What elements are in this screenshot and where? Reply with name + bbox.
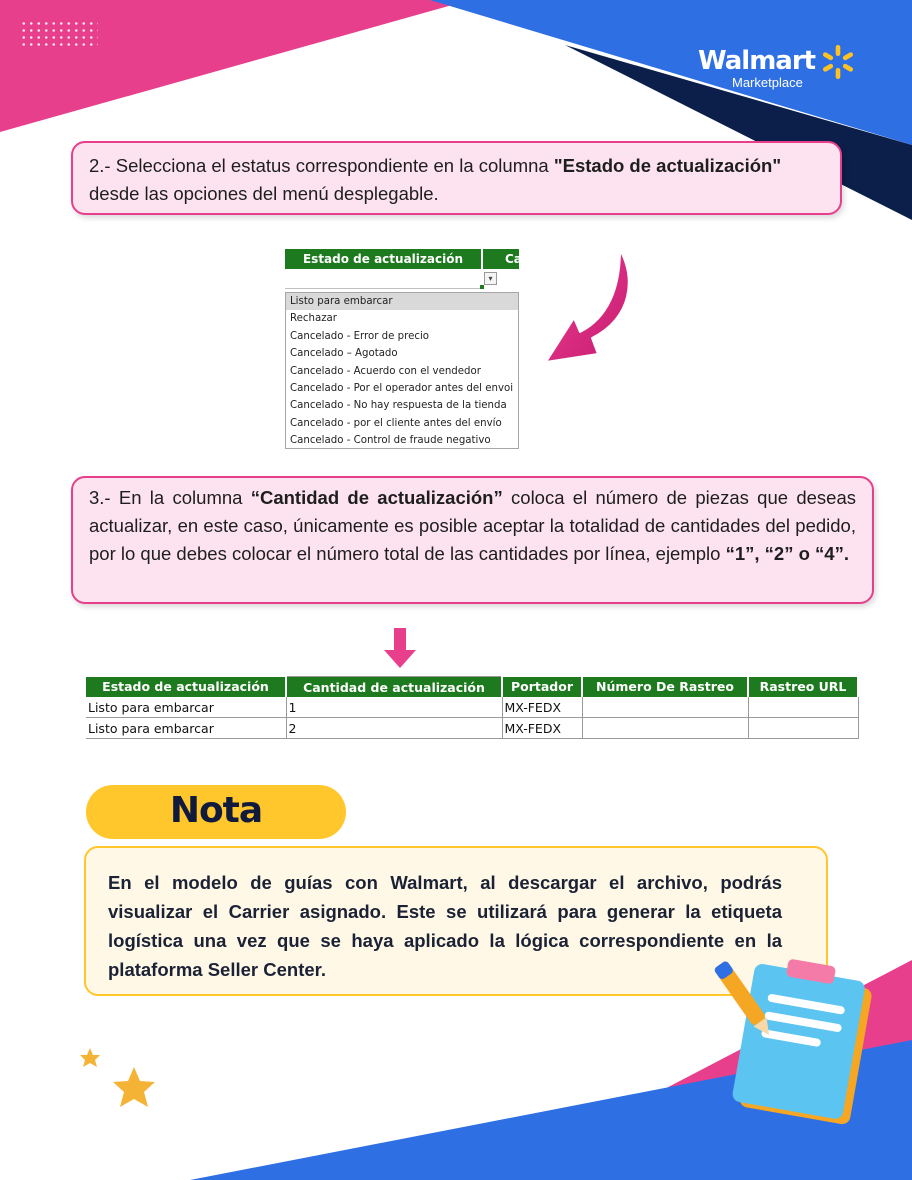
table-cell[interactable]: MX-FEDX xyxy=(502,697,582,718)
table-cell[interactable]: Listo para embarcar xyxy=(86,718,286,739)
dropdown-option[interactable]: Cancelado - No hay respuesta de la tienda xyxy=(290,400,507,412)
chevron-down-icon[interactable]: ▾ xyxy=(484,272,497,285)
column-header: Cantidad de actualización xyxy=(286,677,502,698)
dropdown-option[interactable]: Listo para embarcar xyxy=(286,293,518,310)
table-header-row xyxy=(86,677,858,698)
step3-text: 3.- En la columna xyxy=(89,487,251,508)
table-cell[interactable] xyxy=(748,718,858,739)
table-row xyxy=(86,718,858,739)
column-header: Portador xyxy=(502,677,582,698)
curved-arrow-icon xyxy=(540,248,640,368)
dropdown-column-header-next: Ca xyxy=(483,249,519,269)
dropdown-option[interactable]: Cancelado - Error de precio xyxy=(290,330,430,342)
dropdown-options-list xyxy=(285,292,519,449)
update-table xyxy=(86,676,859,739)
dropdown-option[interactable]: Cancelado - Acuerdo con el vendedor xyxy=(290,365,481,377)
step3-callout xyxy=(71,476,874,604)
dropdown-column-header: Estado de actualización xyxy=(285,249,481,269)
dropdown-option[interactable]: Cancelado - Control de fraude negativo xyxy=(290,435,491,447)
status-dropdown-screenshot xyxy=(285,249,522,449)
star-icon xyxy=(78,1045,168,1125)
nota-text: En el modelo de guías con Walmart, al descargar el archivo, podrás visualizar el Carrier asignado. Este se utilizará para generar la etiqueta logística una vez que se haya aplicado la lógica correspondiente en la plataforma Seller Center. xyxy=(108,872,782,980)
table-cell[interactable] xyxy=(582,697,748,718)
cell-fill-handle xyxy=(480,285,484,289)
walmart-spark-icon xyxy=(818,42,858,82)
step3-bold-examples: “1”, “2” o “4”. xyxy=(725,543,849,564)
column-header: Rastreo URL xyxy=(748,677,858,698)
dropdown-option[interactable]: Cancelado - por el cliente antes del envío xyxy=(290,417,502,429)
down-arrow-icon xyxy=(382,628,418,670)
step3-text-mid: coloca el número de piezas que deseas actualizar, en este caso, únicamente es posible aceptar la totalidad de cantidades del pedido, por lo que debes colocar el número total de las cantidades por línea, ejemplo xyxy=(89,487,856,564)
dropdown-cell[interactable] xyxy=(285,269,481,289)
step2-bold: "Estado de actualización" xyxy=(553,155,782,176)
brand-sub: Marketplace xyxy=(732,75,803,90)
column-header: Estado de actualización xyxy=(86,677,286,698)
table-row xyxy=(86,697,858,718)
step2-callout xyxy=(71,141,842,215)
table-cell[interactable]: Listo para embarcar xyxy=(86,697,286,718)
dropdown-option[interactable]: Rechazar xyxy=(290,313,337,325)
brand-name: Walmart xyxy=(698,46,816,76)
nota-label xyxy=(86,785,346,839)
step2-text: 2.- Selecciona el estatus correspondiente en la columna xyxy=(89,155,554,176)
table-cell[interactable]: 1 xyxy=(286,697,502,718)
step2-text-end: desde las opciones del menú desplegable. xyxy=(89,183,439,204)
table-cell[interactable]: MX-FEDX xyxy=(502,718,582,739)
dropdown-option[interactable]: Cancelado – Agotado xyxy=(290,348,398,360)
column-header: Número De Rastreo xyxy=(582,677,748,698)
walmart-marketplace-logo xyxy=(696,42,866,92)
step3-bold: “Cantidad de actualización” xyxy=(250,487,503,508)
clipboard-pencil-icon xyxy=(716,955,876,1130)
nota-title: Nota xyxy=(169,790,263,831)
table-cell[interactable]: 2 xyxy=(286,718,502,739)
dropdown-option[interactable]: Cancelado - Por el operador antes del envoi xyxy=(290,382,514,394)
table-cell[interactable] xyxy=(582,718,748,739)
table-cell[interactable] xyxy=(748,697,858,718)
dot-grid-icon xyxy=(20,20,98,48)
